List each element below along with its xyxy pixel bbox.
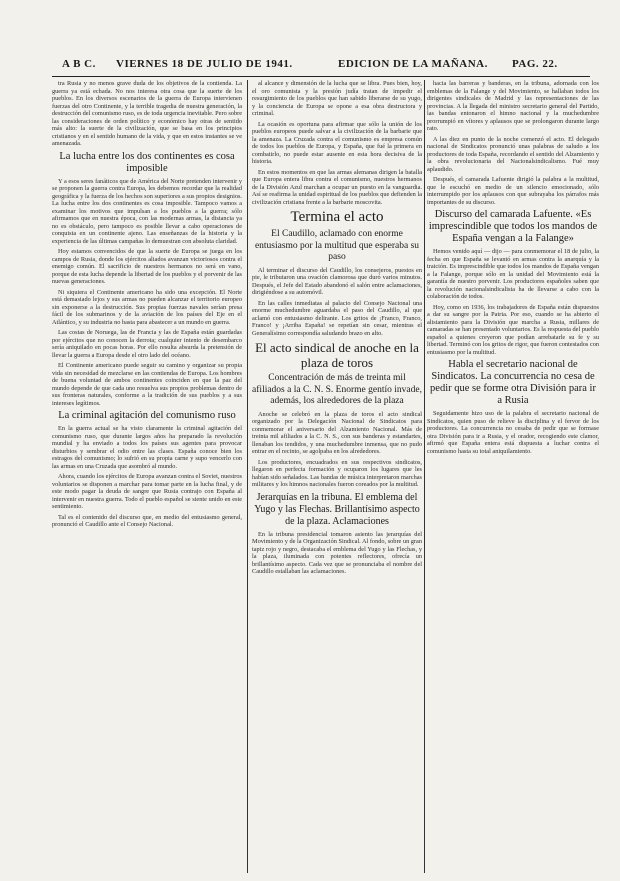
article-paragraph: hacia las barreras y banderas, en la tribuna, adornada con los emblemas de la Falange y del Movimiento, se hallaban todos los dirigentes sindicales de Madrid y las representaciones de las provincias. A la llegada del ministro secretario general del Partido, las bandas entonaron el himno nacional y la muchedumbre prorrumpió en vítores y aplausos que se prolongaron durante largo rato. (427, 80, 599, 132)
article-paragraph: Después, el camarada Lafuente dirigió la palabra a la multitud, que le escuchó en medio de un silencio emocionado, sólo interrumpido por los aplausos con que subrayaba los párrafos más importantes de su discurso. (427, 176, 599, 206)
section-subheading: Jerarquías en la tribuna. El emblema del Yugo y las Flechas. Brillantísimo aspecto de la plaza. Aclamaciones (254, 491, 420, 527)
article-paragraph: En la guerra actual se ha visto claramente la criminal agitación del comunismo ruso, que durante largos años ha preparado la revolución mundial y ha enviado a todos los países sus agentes para provocar disturbios y sembrar el odio entre las clases. España conoce bien los estragos del comunismo; lo sufrió en su propia carne y supo vencerlo con las armas en una Cruzada que asombró al mundo. (52, 425, 242, 470)
section-heading: La lucha entre los dos continentes es cosa imposible (59, 150, 235, 174)
column-1 (52, 80, 242, 873)
column-rule (424, 80, 425, 873)
article-paragraph: Al terminar el discurso del Caudillo, los consejeros, puestos en pie, le tributaron una ovación clamorosa que duró varios minutos. Después, el Jefe del Estado abandonó el salón entre aclamaciones, dirigiéndose a su automóvil. (252, 266, 422, 296)
article-paragraph: Los productores, encuadrados en sus respectivos sindicatos, llegaron en perfecta formación y ocuparon los lugares que les habían sido señalados. Las bandas de música interpretaron marchas militares y los himnos nacionales fueron coreados por la multitud. (252, 458, 422, 488)
section-heading: Habla el secretario nacional de Sindicatos. La concurrencia no cesa de pedir que se forme otra División para ir a Rusia (430, 359, 596, 406)
page-number: PAG. 22. (512, 58, 558, 70)
section-heading: Discurso del camarada Lafuente. «Es imprescindible que todos los mandos de España vengan a la Falange» (428, 209, 598, 244)
article-paragraph: En las calles inmediatas al palacio del Consejo Nacional una enorme muchedumbre aguardaba el paso del Caudillo, al que aclamó con entusiasmo delirante. Los gritos de ¡Franco, Franco, Franco! y ¡Arriba España! se repetían sin cesar, mientras el Generalísimo correspondía saludando brazo en alto. (252, 299, 422, 337)
column-2 (252, 80, 422, 873)
column-rule (247, 80, 248, 873)
article-paragraph: Anoche se celebró en la plaza de toros el acto sindical organizado por la Delegación Nacional de Sindicatos para conmemorar el aniversario del Alzamiento Nacional. Más de treinta mil afiliados a la C. N. S., con sus banderas y estandartes, llenaban los tendidos, y una muchedumbre inmensa, que no pudo entrar en el recinto, se agolpaba en los alrededores. (252, 410, 422, 455)
article-paragraph: Y a esos seres fanáticos que de América del Norte pretenden intervenir y se proponen la guerra contra Europa, les debemos recordar que la realidad geográfica y la fuerza de los hechos son superiores a sus propios designios. La lucha entre los dos continentes es cosa imposible. Tampoco vamos a examinar los motivos que impulsan a los pueblos a la guerra; sólo afirmamos que en nuestra época, con las modernas armas, la distancia ya no es obstáculo, pero tampoco es posible llevar a cabo operaciones de conquista en un continente ajeno. Las enseñanzas de la historia y la experiencia de las últimas campañas lo demuestran con absoluta claridad. (52, 177, 242, 245)
article-paragraph: En estos momentos en que las armas alemanas dirigen la batalla que Europa entera libra contra el comunismo, nuestros hermanos de la División Azul marchan a ocupar un puesto en la vanguardia. Así se reafirma la unidad espiritual de los pueblos que defienden la civilización cristiana frente a la barbarie moscovita. (252, 168, 422, 206)
paper-name: A B C. (62, 58, 96, 70)
article-paragraph: La ocasión es oportuna para afirmar que sólo la unión de los pueblos europeos puede salvar a la civilización de la barbarie que la amenaza. La Cruzada contra el comunismo es empresa común de todos los pueblos de Europa, y España, que fué la primera en combatirlo, no puede estar ausente en esta hora decisiva de la historia. (252, 120, 422, 165)
section-subheading: El Caudillo, aclamado con enorme entusiasmo por la multitud que esperaba su paso (254, 229, 420, 262)
section-heading: El acto sindical de anoche en la plaza de toros (255, 340, 419, 370)
section-subheading: Concentración de más de treinta mil afiliados a la C. N. S. Enorme gentío invade, además, los alrededores de la plaza (252, 373, 422, 406)
article-paragraph: Ni siquiera el Continente americano ha sido una excepción. El Norte está demasiado lejos y sus armas no pueden alcanzar el territorio europeo sin exponerse a la destrucción. Sus propias fuerzas navales serían presa fácil de los submarinos y de la aviación de los países del Eje en el Atlántico, y su industria no basta para abastecer a un mundo en guerra. (52, 288, 242, 326)
article-paragraph: Hemos venido aquí — dijo — para conmemorar el 18 de julio, la fecha en que España se levantó en armas contra la anarquía y la traición. Es imprescindible que todos los mandos de España vengan a la Falange, porque sólo en la unidad del Movimiento está la garantía de nuestro porvenir. Los productores españoles saben que la revolución nacionalsindicalista ha de llevarse a cabo con la colaboración de todos. (427, 248, 599, 300)
article-paragraph: Ahora, cuando los ejércitos de Europa avanzan contra el Soviet, nuestros voluntarios se disponen a marchar para tomar parte en la lucha final, y de este modo pagar la deuda de sangre que Rusia contrajo con España al intervenir en nuestra guerra. Todo el pueblo español se siente unido en este sentimiento. (52, 473, 242, 510)
running-head (0, 58, 620, 76)
article-paragraph: En la tribuna presidencial tomaron asiento las jerarquías del Movimiento y de la Organización Sindical. Al fondo, sobre un gran tapiz rojo y negro, destacaba el emblema del Yugo y las Flechas, y la plaza, iluminada con potentes reflectores, ofrecía un brillantísimo aspecto. Cada vez que se pronunciaba el nombre del Caudillo estallaban las aclamaciones. (252, 530, 422, 575)
article-paragraph: Seguidamente hizo uso de la palabra el secretario nacional de Sindicatos, quien puso de relieve la disciplina y el fervor de los productores. La concurrencia no cesaba de pedir que se formase otra División para ir a Rusia, y el orador, recogiendo este clamor, afirmó que España entera está dispuesta a luchar contra el comunismo hasta su total aniquilamiento. (427, 410, 599, 455)
article-paragraph: Tal es el contenido del discurso que, en medio del entusiasmo general, pronunció el Caudillo ante el Consejo Nacional. (52, 513, 242, 528)
article-paragraph: A las diez en punto de la noche comenzó el acto. El delegado nacional de Sindicatos pronunció unas palabras de saludo a los productores de toda España, recordando el sentido del Alzamiento y la obra revolucionaria del Nacionalsindicalismo. Fué muy aplaudido. (427, 135, 599, 173)
article-paragraph: al alcance y dimensión de la lucha que se libra. Pues bien, hoy, el oro comunista y la presión judía tratan de impedir el resurgimiento de los pueblos que han sabido liberarse de su yugo, y la conciencia de Europa se opone a esa obra destructora y criminal. (252, 80, 422, 117)
column-3 (427, 80, 599, 873)
issue-date: VIERNES 18 DE JULIO DE 1941. (116, 58, 293, 70)
edition-label: EDICION DE LA MAÑANA. (338, 58, 488, 70)
article-paragraph: El Continente americano puede seguir su camino y organizar su propia vida sin necesidad de mezclarse en las contiendas de Europa. Los hombres de buena voluntad de ambos continentes coinciden en que la paz del mundo depende de que cada uno resuelva sus propios problemas dentro de sus fronteras naturales, conforme a la tradición de sus pueblos y a sus intereses legítimos. (52, 362, 242, 407)
section-heading: Termina el acto (290, 209, 384, 225)
section-heading: La criminal agitación del comunismo ruso (58, 410, 236, 421)
article-paragraph: tra Rusia y no menos grave duda de los objetivos de la contienda. La guerra ya está echada. No nos interesa otra cosa que la suerte de los pueblos. En los diversos escenarios de la guerra de Europa intervienen fuerzas del otro Continente, y la terrible tragedia de nuestra generación, la destrucción del comunismo ruso, es de toda urgencia inevitable. Pero sobre las consideraciones de orden político y económico hay otras de sentido más alto: la suerte de la civilización, que se basa en los principios cristianos y en el sentido humano de la vida, y que en estos instantes se ve amenazada. (52, 80, 242, 147)
article-paragraph: Las costas de Noruega, las de Francia y las de España están guardadas por ejércitos que no conocen la derrota; cualquier intento de desembarco sería aniquilado en pocas horas. Por ello resulta absurda la pretensión de llevar la guerra a Europa desde el otro lado del océano. (52, 329, 242, 359)
article-paragraph: Hoy estamos convencidos de que la suerte de Europa se juega en los campos de Rusia, donde los ejércitos aliados avanzan victoriosos contra el enemigo común. El sacrificio de nuestros hermanos no será en vano, porque de esta lucha depende la libertad de los pueblos y el porvenir de las nuevas generaciones. (52, 248, 242, 285)
article-paragraph: Hoy, como en 1936, los trabajadores de España están dispuestos a dar su sangre por la Patria. Por eso, cuando se ha abierto el alistamiento para la División que marcha a Rusia, millares de camaradas se han presentado voluntarios. Es la respuesta del pueblo español a quienes creyeron que podían arrebatarle su fe y su libertad. Terminó con los gritos de rigor, que fueron contestados con entusiasmo por la multitud. (427, 303, 599, 356)
header-rule (52, 76, 590, 77)
